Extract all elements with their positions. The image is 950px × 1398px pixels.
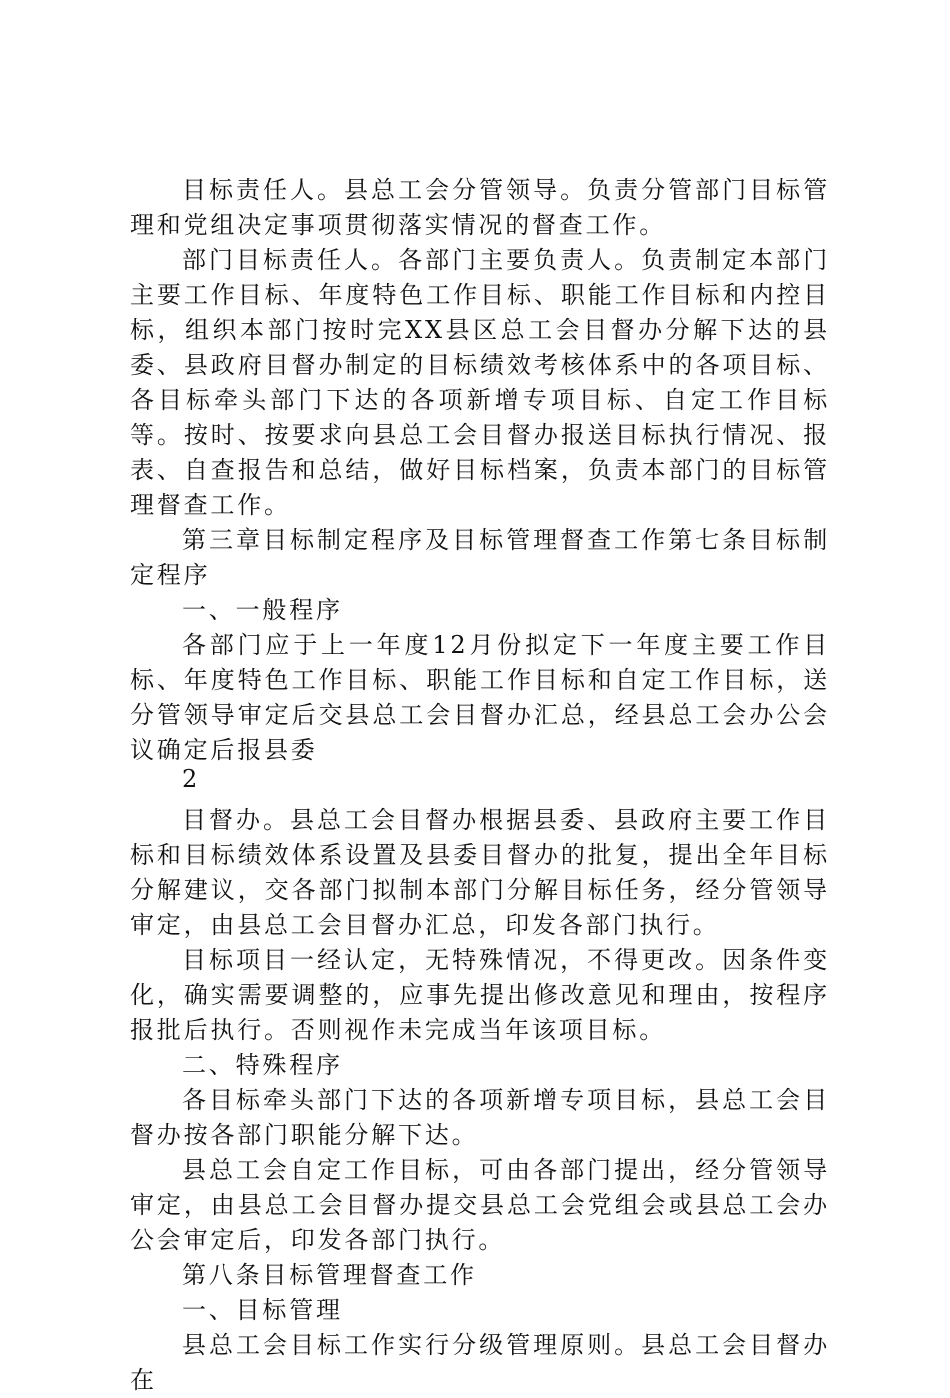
paragraph-graded-management: 县总工会目标工作实行分级管理原则。县总工会目督办在	[130, 1331, 830, 1394]
paragraph-self-defined-targets: 县总工会自定工作目标，可由各部门提出，经分管领导审定，由县总工会目督办提交县总工会党组会或县总工会办公会审定后，印发各部门执行。	[130, 1156, 830, 1254]
section-heading-target-management: 一、目标管理	[182, 1296, 343, 1324]
paragraph-department-responsible: 部门目标责任人。各部门主要负责人。负责制定本部门主要工作目标、年度特色工作目标、职能工作目标和内控目标，组织本部门按时完XX县区总工会目督办分解下达的县委、县政府目督办制定的目标绩效考核体系中的各项目标、各目标牵头部门下达的各项新增专项目标、自定工作目标等。按时、按要求向县总工会目督办报送目标执行情况、报表、自查报告和总结，做好目标档案，负责本部门的目标管理督查工作。	[130, 246, 830, 519]
section-heading-special: 二、特殊程序	[182, 1051, 343, 1079]
document-page	[130, 173, 830, 1398]
paragraph-no-change: 目标项目一经认定，无特殊情况，不得更改。因条件变化，确实需要调整的，应事先提出修改意见和理由，按程序报批后执行。否则视作未完成当年该项目标。	[130, 946, 830, 1044]
page-number: 2	[182, 765, 198, 793]
paragraph-responsible-leader: 目标责任人。县总工会分管领导。负责分管部门目标管理和党组决定事项贯彻落实情况的督查工作。	[130, 176, 830, 239]
paragraph-special-targets: 各目标牵头部门下达的各项新增专项目标，县总工会目督办按各部门职能分解下达。	[130, 1086, 830, 1149]
article-eight-heading: 第八条目标管理督查工作	[182, 1261, 477, 1289]
paragraph-supervision-office: 目督办。县总工会目督办根据县委、县政府主要工作目标和目标绩效体系设置及县委目督办的批复，提出全年目标分解建议，交各部门拟制本部门分解目标任务，经分管领导审定，由县总工会目督办汇总，印发各部门执行。	[130, 806, 830, 939]
paragraph-general-procedure: 各部门应于上一年度12月份拟定下一年度主要工作目标、年度特色工作目标、职能工作目标和自定工作目标，送分管领导审定后交县总工会目督办汇总，经县总工会办公会议确定后报县委	[130, 631, 830, 764]
chapter-heading: 第三章目标制定程序及目标管理督查工作第七条目标制定程序	[130, 526, 830, 589]
section-heading-general: 一、一般程序	[182, 596, 343, 624]
